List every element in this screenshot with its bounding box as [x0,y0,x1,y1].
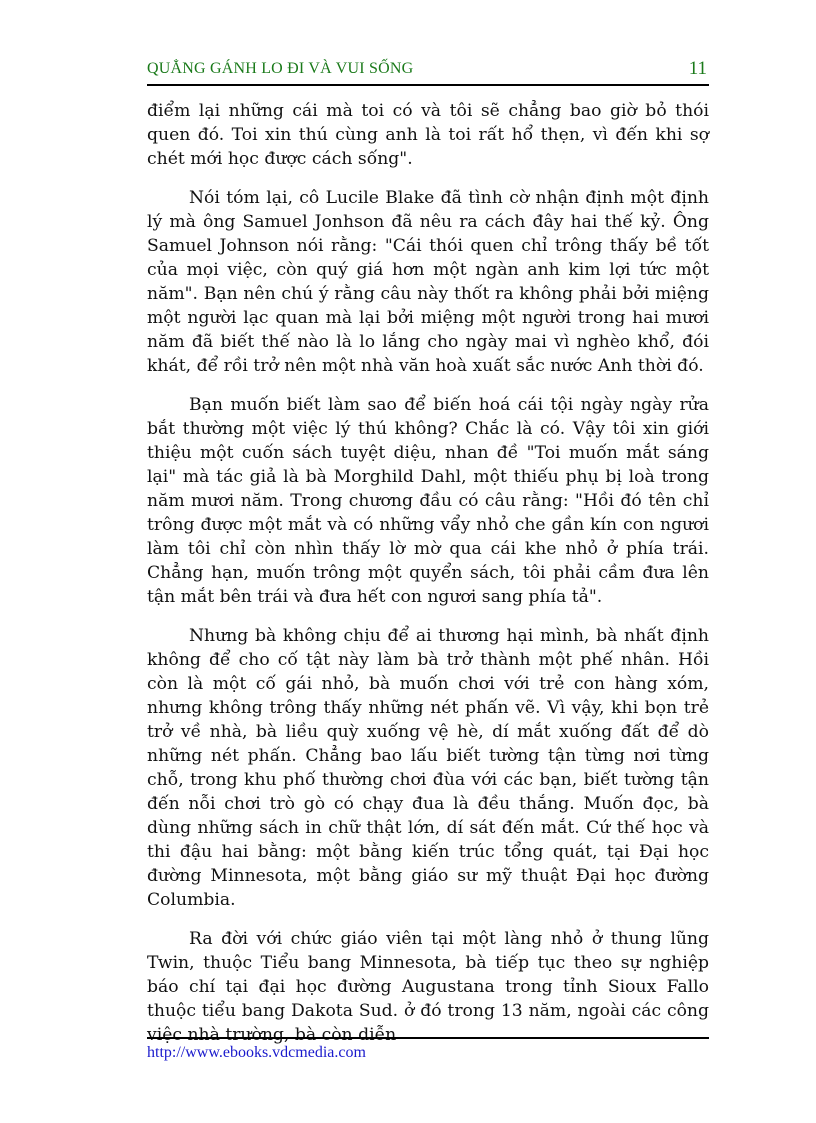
page-header [147,60,709,86]
footer-link[interactable]: http://www.ebooks.vdcmedia.com [147,1044,366,1061]
page-number: 11 [688,58,707,79]
paragraph: Nhưng bà không chịu để ai thương hại mình, bà nhất định không để cho cố tật này làm bà trở thành một phế nhân. Hồi còn là một cố gái nhỏ, bà muốn chơi với trẻ con hàng xóm, nhưng không trông thấy những nét phấn vẽ. Vì vậy, khi bọn trẻ trở về nhà, bà liều quỳ xuống vệ hè, dí mắt xuống đất để dò những nét phấn. Chẳng bao lấu biết tường tận từng nơi từng chỗ, trong khu phố thường chơi đùa với các bạn, biết tường tận đến nỗi chơi trò gò có chạy đua là đều thắng. Muốn đọc, bà dùng những sách in chữ thật lớn, dí sát đến mắt. Cứ thế học và thi đậu hai bằng: một bằng kiến trúc tổng quát, tại Đại học đường Minnesota, một bằng giáo sư mỹ thuật Đại học đường Columbia. [147,626,709,910]
paragraph: Ra đời với chức giáo viên tại một làng nhỏ ở thung lũng Twin, thuộc Tiểu bang Minnesota, bà tiếp tục theo sự nghiệp báo chí tại đại học đường Augustana trong tỉnh Sioux Fallo thuộc tiểu bang Dakota Sud. ở đó trong 13 năm, ngoài các công việc nhà trường, bà còn diễn [147,929,709,1045]
page-footer [147,1037,709,1062]
paragraph: Nói tóm lại, cô Lucile Blake đã tình cờ nhận định một định lý mà ông Samuel Jonhson đã nêu ra cách đây hai thế kỷ. Ông Samuel Johnson nói rằng: "Cái thói quen chỉ trông thấy bề tốt của mọi việc, còn quý giá hơn một ngàn anh kim lợi tức một năm". Bạn nên chú ý rằng câu này thốt ra không phải bởi miệng một người lạc quan mà lại bởi miệng một người trong hai mươi năm đã biết thế nào là lo lắng cho ngày mai vì nghèo khổ, đói khát, để rồi trở nên một nhà văn hoà xuất sắc nước Anh thời đó. [147,188,709,376]
paragraph: điểm lại những cái mà toi có và tôi sẽ chẳng bao giờ bỏ thói quen đó. Toi xin thú cùng anh là toi rất hổ thẹn, vì đến khi sợ chét mới học được cách sống". [147,101,709,169]
page-body [147,99,709,1062]
book-title: QUẲNG GÁNH LO ĐI VÀ VUI SỐNG [147,60,414,77]
paragraph: Bạn muốn biết làm sao để biến hoá cái tội ngày ngày rửa bắt thường một việc lý thú không? Chắc là có. Vậy tôi xin giới thiệu một cuốn sách tuyệt diệu, nhan đề "Toi muốn mắt sáng lại" mà tác giả là bà Morghild Dahl, một thiếu phụ bị loà trong năm mươi năm. Trong chương đầu có câu rằng: "Hồi đó tên chỉ trông được một mắt và có những vẩy nhỏ che gần kín con ngươi làm tôi chỉ còn nhìn thấy lờ mờ qua cái khe nhỏ ở phía trái. Chẳng hạn, muốn trông một quyển sách, tôi phải cầm đưa lên tận mắt bên trái và đưa hết con ngươi sang phía tả". [147,395,709,607]
